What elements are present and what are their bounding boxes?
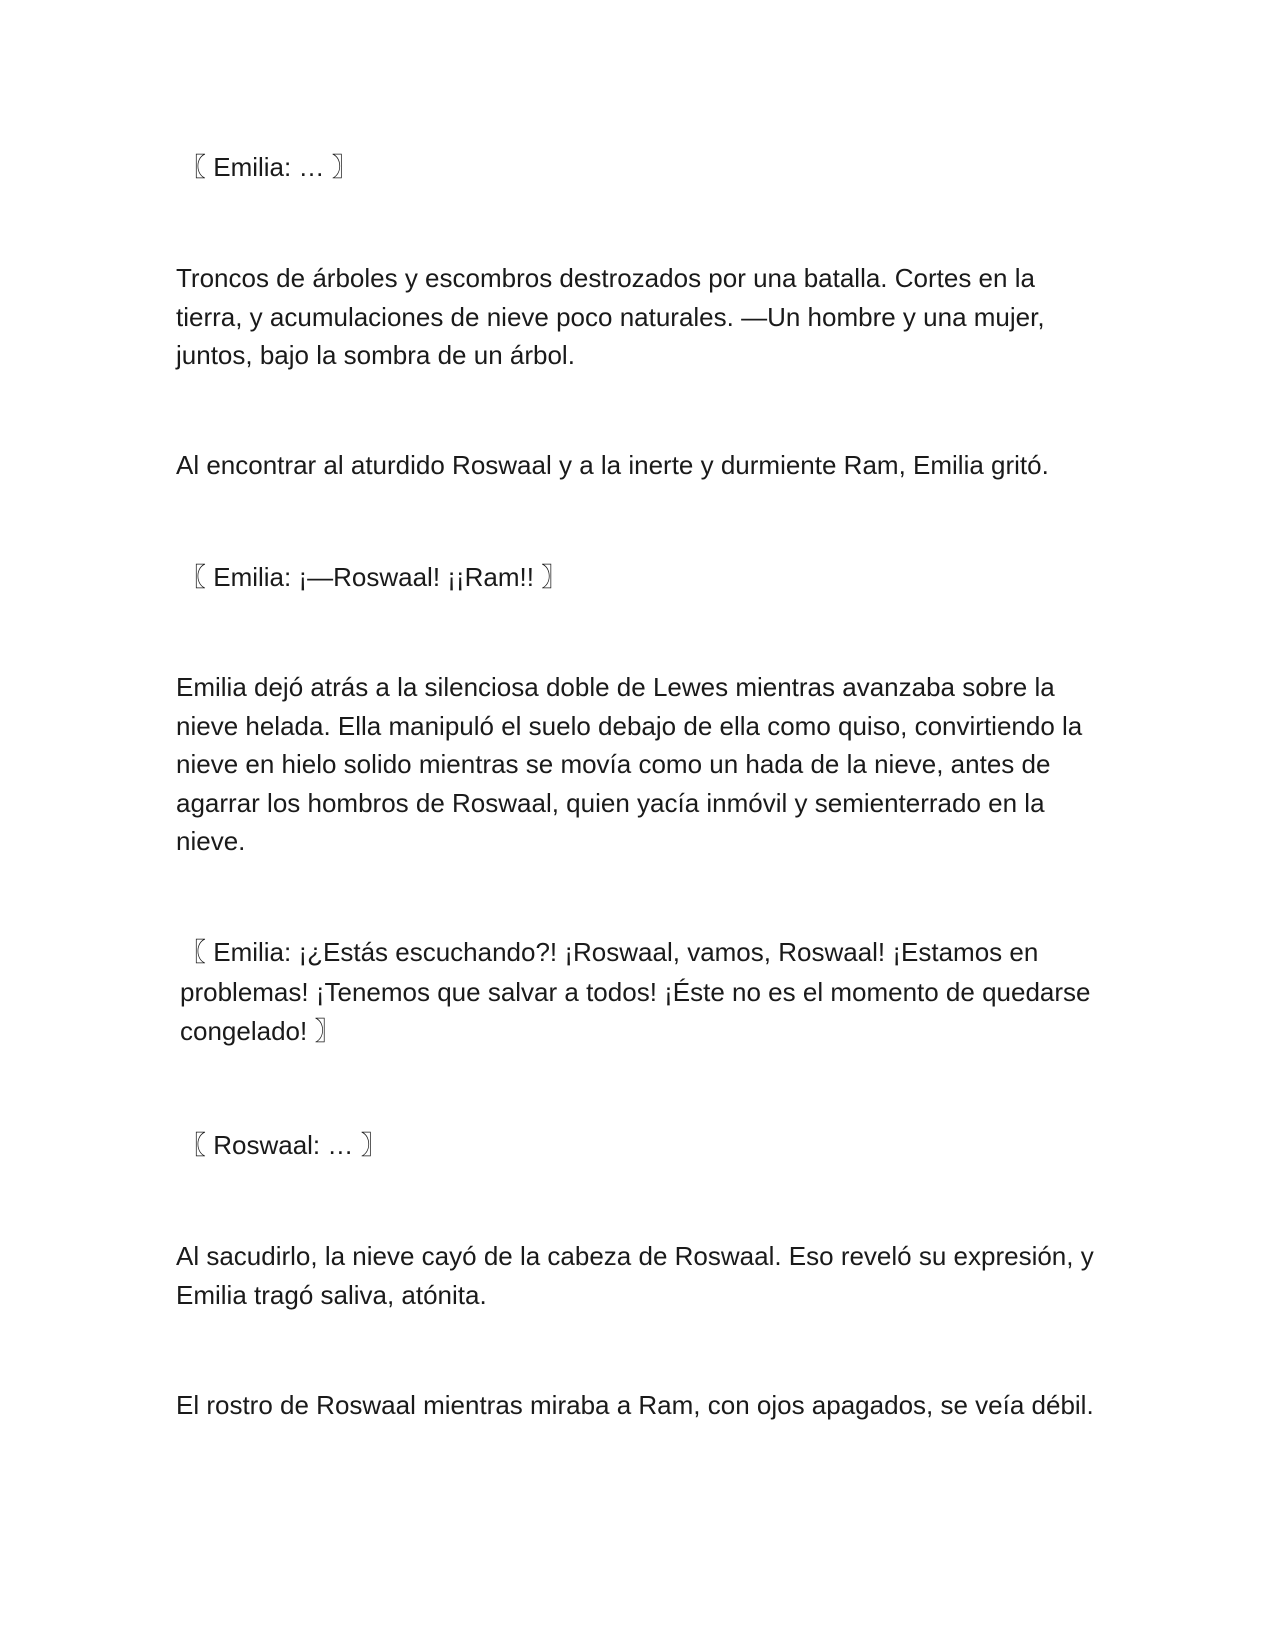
- narration-emilia-shouts: Al encontrar al aturdido Roswaal y a la inerte y durmiente Ram, Emilia gritó.: [176, 450, 1049, 480]
- narration-roswaal-face: El rostro de Roswaal mientras miraba a Ram, con ojos apagados, se veía débil.: [176, 1390, 1094, 1420]
- dialogue-emilia-pleads: 〖 Emilia: ¡¿Estás escuchando?! ¡Roswaal, vamos, Roswaal! ¡Estamos en problemas! ¡Tenemos que salvar a todos! ¡Éste no es el momento de quedarse congelado! 〗: [180, 937, 1091, 1046]
- dialogue-emilia-calls: 〖 Emilia: ¡—Roswaal! ¡¡Ram!! 〗: [180, 562, 568, 592]
- narration-snow-falls: Al sacudirlo, la nieve cayó de la cabeza de Roswaal. Eso reveló su expresión, y Emilia tragó saliva, atónita.: [176, 1241, 1094, 1310]
- dialogue-roswaal-silence: 〖 Roswaal: … 〗: [180, 1130, 387, 1160]
- dialogue-emilia-silence: 〖 Emilia: … 〗: [180, 152, 358, 182]
- narration-emilia-advances: Emilia dejó atrás a la silenciosa doble de Lewes mientras avanzaba sobre la nieve helada. Ella manipuló el suelo debajo de ella como quiso, convirtiendo la nieve en hielo solido mientras se movía como un hada de la nieve, antes de agarrar los hombros de Roswaal, quien yacía inmóvil y semienterrado en la nieve.: [176, 672, 1083, 856]
- narration-battlefield: Troncos de árboles y escombros destrozados por una batalla. Cortes en la tierra, y acumulaciones de nieve poco naturales. —Un hombre y una mujer, juntos, bajo la sombra de un árbol.: [176, 263, 1045, 370]
